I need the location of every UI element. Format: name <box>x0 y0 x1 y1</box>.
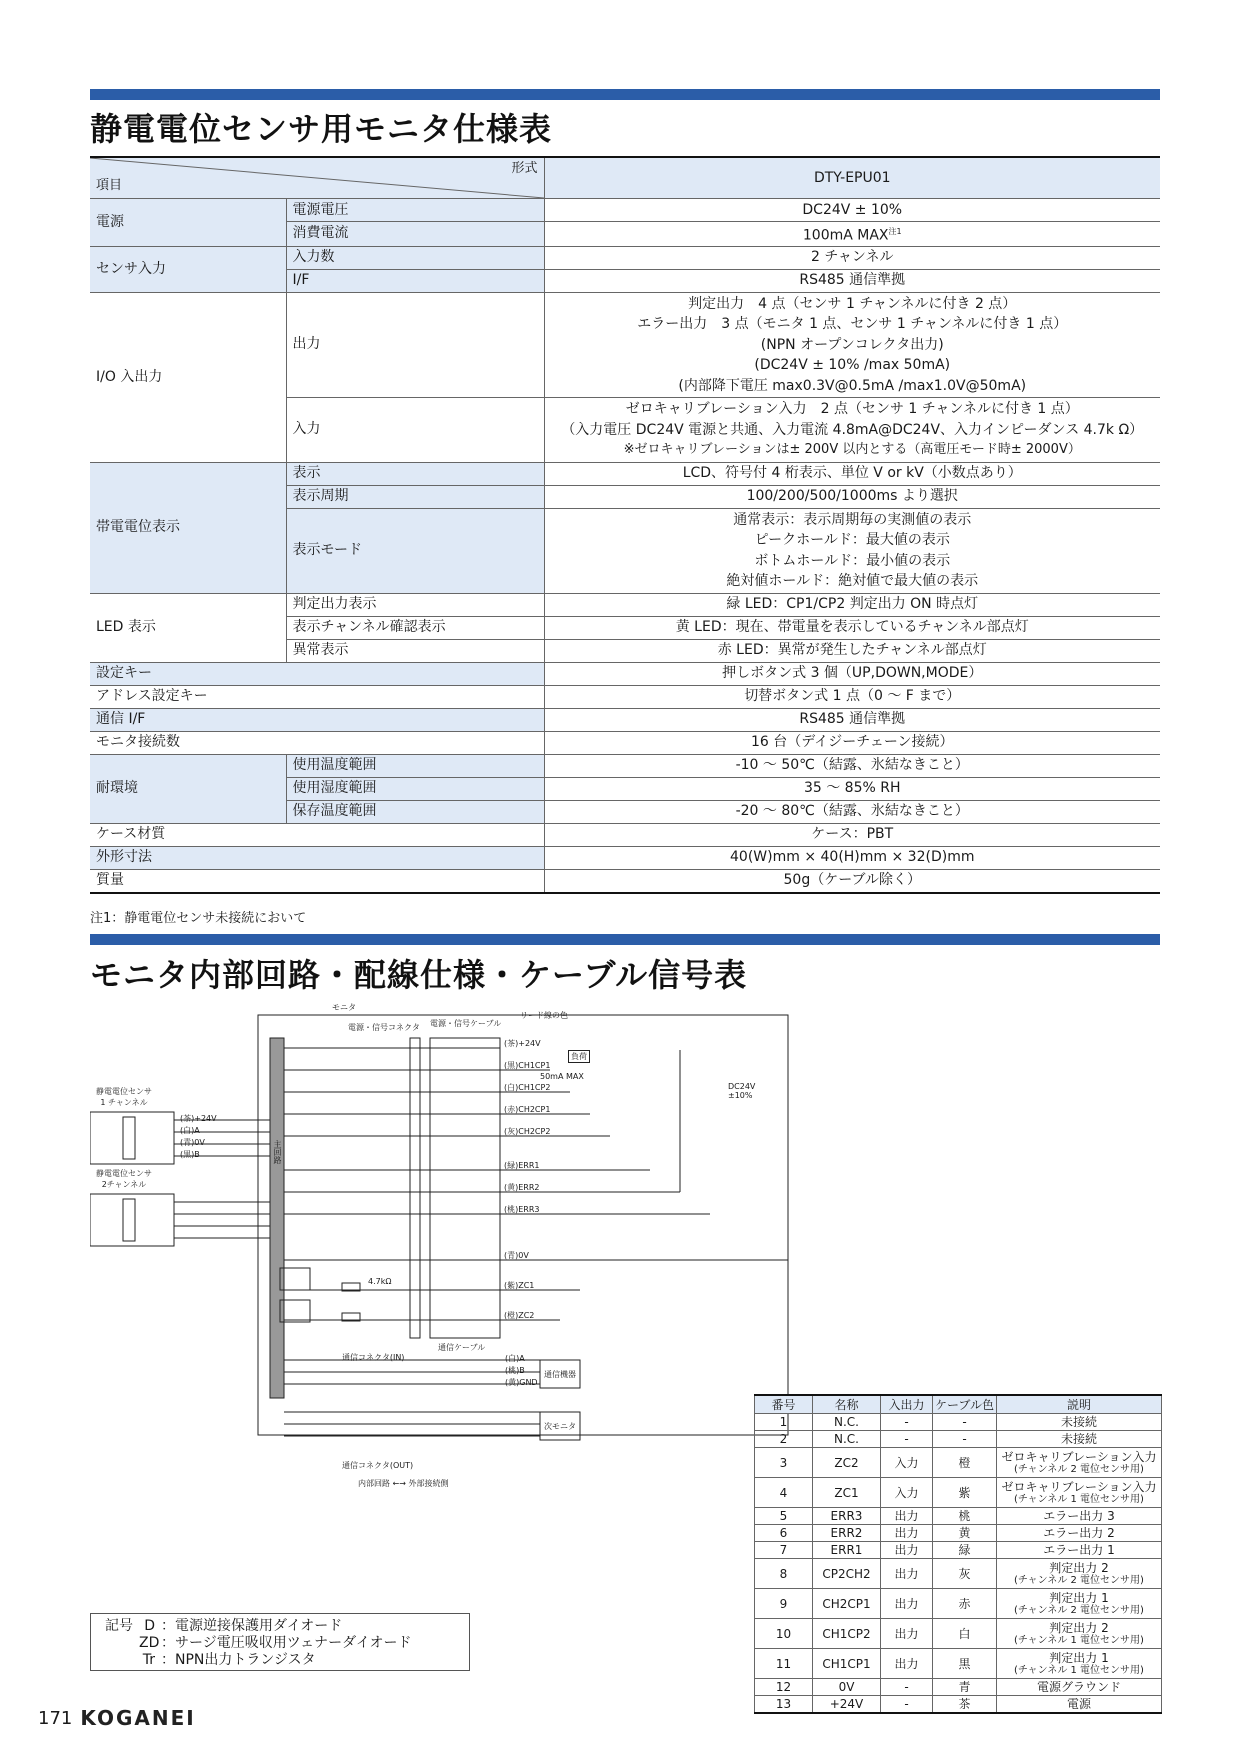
row-mass: 質量 <box>90 869 544 893</box>
row-key: 設定キー <box>90 662 544 685</box>
signal-desc-sub: (チャンネル 1 電位センサ用) <box>1014 1493 1144 1505</box>
val-disp-b: 100/200/500/1000ms より選択 <box>544 485 1160 508</box>
io-out-line: 判定出力 4 点（センサ 1 チャンネルに付き 2 点） <box>688 295 1017 312</box>
row-dengen-b: 消費電流 <box>286 222 544 247</box>
diagram-cable-label: 電源・信号ケーブル <box>430 1019 502 1028</box>
signal-no: 10 <box>755 1619 813 1649</box>
signal-io: - <box>881 1414 933 1431</box>
comm-pin-label: (桃)B <box>505 1366 525 1375</box>
wire-label: (赤)CH2CP1 <box>504 1105 551 1114</box>
comm-out-label: 通信コネクタ(OUT) <box>342 1461 414 1470</box>
signal-io: - <box>881 1696 933 1714</box>
supply-label <box>728 1082 755 1100</box>
sensor2-line: 静電電位センサ <box>96 1169 152 1178</box>
val-dengen-b-cell <box>544 222 1160 247</box>
signal-no: 3 <box>755 1448 813 1478</box>
load-label: 負荷 <box>568 1050 590 1063</box>
sig-header: 名称 <box>813 1395 881 1414</box>
spec-header-cell <box>90 157 544 199</box>
signal-io: 出力 <box>881 1559 933 1589</box>
row-disp: 帯電電位表示 <box>90 462 286 593</box>
val-sensor-a: 2 チャンネル <box>544 246 1160 269</box>
signal-desc-cell <box>997 1679 1162 1696</box>
val-mon: 16 台（デイジーチェーン接続） <box>544 731 1160 754</box>
sensor1-line: 静電電位センサ <box>96 1087 152 1096</box>
signal-desc: 判定出力 1 <box>1049 1650 1109 1665</box>
row-dengen-a: 電源電圧 <box>286 199 544 222</box>
signal-color: 桃 <box>933 1508 997 1525</box>
signal-desc-cell <box>997 1525 1162 1542</box>
row-disp-a: 表示 <box>286 462 544 485</box>
signal-io: 出力 <box>881 1649 933 1679</box>
prev-device-label: 通信機器 <box>544 1370 576 1379</box>
signal-row <box>755 1448 1162 1478</box>
signal-no: 11 <box>755 1649 813 1679</box>
signal-name: CH1CP2 <box>813 1619 881 1649</box>
signal-row <box>755 1478 1162 1508</box>
signal-color: 黒 <box>933 1649 997 1679</box>
sensor1-label <box>96 1086 152 1108</box>
signal-io: 出力 <box>881 1619 933 1649</box>
signal-desc: 未接続 <box>1060 1415 1097 1429</box>
signal-name: 0V <box>813 1679 881 1696</box>
signal-color: - <box>933 1431 997 1448</box>
sensor1-line: 1 チャンネル <box>100 1098 148 1107</box>
row-sensor: センサ入力 <box>90 246 286 292</box>
signal-desc: 未接続 <box>1060 1432 1097 1446</box>
signal-desc-sub: (チャンネル 1 電位センサ用) <box>1014 1664 1144 1676</box>
legend-key: D <box>144 1618 155 1634</box>
signal-desc-sub: (チャンネル 2 電位センサ用) <box>1014 1463 1144 1475</box>
supply-line: ±10% <box>728 1091 753 1100</box>
row-sensor-b: I/F <box>286 269 544 292</box>
signal-io: 出力 <box>881 1525 933 1542</box>
signal-desc: 判定出力 2 <box>1049 1620 1109 1635</box>
comm-pin-label: (白)A <box>505 1354 525 1363</box>
signal-io: 出力 <box>881 1508 933 1525</box>
signal-desc-cell <box>997 1431 1162 1448</box>
signal-desc-cell <box>997 1589 1162 1619</box>
signal-row <box>755 1619 1162 1649</box>
legend-key: Tr <box>142 1652 155 1668</box>
row-addr: アドレス設定キー <box>90 685 544 708</box>
legend-title: 記号 <box>105 1618 133 1634</box>
wire-label: (桃)ERR3 <box>504 1205 540 1214</box>
val-comm: RS485 通信準拠 <box>544 708 1160 731</box>
signal-color: 橙 <box>933 1448 997 1478</box>
page-number: 171 <box>38 1707 73 1729</box>
signal-no: 8 <box>755 1559 813 1589</box>
val-led-c: 赤 LED：異常が発生したチャンネル部点灯 <box>544 639 1160 662</box>
sensor-pin-label: (茶)+24V <box>180 1114 217 1123</box>
diagram-monitor-label: モニタ <box>332 1003 356 1012</box>
wire-label: (黒)CH1CP1 <box>504 1061 551 1070</box>
row-led-b: 表示チャンネル確認表示 <box>286 616 544 639</box>
signal-desc: 電源グラウンド <box>1036 1680 1121 1694</box>
signal-row <box>755 1696 1162 1714</box>
signal-color: 白 <box>933 1619 997 1649</box>
signal-color: 紫 <box>933 1478 997 1508</box>
sensor2-label <box>96 1168 152 1190</box>
signal-io: - <box>881 1679 933 1696</box>
signal-row <box>755 1559 1162 1589</box>
legend-row <box>105 1635 469 1652</box>
diagonal-line <box>90 158 544 198</box>
sig-header: 説明 <box>997 1395 1162 1414</box>
signal-desc-cell <box>997 1414 1162 1431</box>
sig-header: 番号 <box>755 1395 813 1414</box>
header-keishiki: 形式 <box>511 161 538 176</box>
wire-label: (橙)ZC2 <box>504 1311 535 1320</box>
row-env: 耐環境 <box>90 754 286 823</box>
sig-header: ケーブル色 <box>933 1395 997 1414</box>
wire-label: (緑)ERR1 <box>504 1161 540 1170</box>
row-led: LED 表示 <box>90 593 286 662</box>
val-led-a: 緑 LED：CP1/CP2 判定出力 ON 時点灯 <box>544 593 1160 616</box>
signal-row <box>755 1542 1162 1559</box>
io-in-line: ※ゼロキャリブレーションは± 200V 以内とする（高電圧モード時± 2000V） <box>623 442 1081 458</box>
signal-color: 緑 <box>933 1542 997 1559</box>
signal-row <box>755 1589 1162 1619</box>
signal-row <box>755 1414 1162 1431</box>
signal-color: 茶 <box>933 1696 997 1714</box>
signal-name: ZC1 <box>813 1478 881 1508</box>
val-io-in <box>544 398 1160 463</box>
row-io-out: 出力 <box>286 292 544 398</box>
io-out-line: (NPN オープンコレクタ出力) <box>760 336 944 353</box>
page-footer <box>38 1706 196 1730</box>
signal-color: 黄 <box>933 1525 997 1542</box>
signal-color: 赤 <box>933 1589 997 1619</box>
comm-in-label: 通信コネクタ(IN) <box>342 1353 405 1362</box>
signal-row <box>755 1649 1162 1679</box>
signal-row <box>755 1431 1162 1448</box>
signal-row <box>755 1508 1162 1525</box>
signal-no: 4 <box>755 1478 813 1508</box>
signal-no: 13 <box>755 1696 813 1714</box>
signal-color: - <box>933 1414 997 1431</box>
signal-name: N.C. <box>813 1414 881 1431</box>
legend-value: ：サージ電圧吸収用ツェナーダイオード <box>161 1635 412 1651</box>
signal-desc: 電源 <box>1066 1697 1091 1711</box>
sensor-pin-label: (白)A <box>180 1126 200 1135</box>
signal-desc-cell <box>997 1478 1162 1508</box>
signal-io: 入力 <box>881 1448 933 1478</box>
signal-no: 9 <box>755 1589 813 1619</box>
sensor-pin-label: (青)0V <box>180 1138 205 1147</box>
inside-outside-label: 内部回路 ←→ 外部接続側 <box>358 1479 449 1488</box>
next-monitor-label: 次モニタ <box>544 1422 576 1431</box>
signal-io: - <box>881 1431 933 1448</box>
sensor-pin-label: (黒)B <box>180 1150 200 1159</box>
symbol-legend <box>90 1613 470 1671</box>
signal-desc: ゼロキャリブレーション入力 <box>1001 1449 1157 1464</box>
header-koumoku: 項目 <box>96 178 123 193</box>
section-title-spec: 静電電位センサ用モニタ仕様表 <box>90 110 553 148</box>
spec-table <box>90 156 1160 894</box>
row-comm: 通信 I/F <box>90 708 544 731</box>
val-dengen-a: DC24V ± 10% <box>544 199 1160 222</box>
wire-label: (茶)+24V <box>504 1039 541 1048</box>
signal-desc: ゼロキャリブレーション入力 <box>1001 1479 1157 1494</box>
legend-value: ：NPN出力トランジスタ <box>161 1652 316 1668</box>
legend-value: ：電源逆接保護用ダイオード <box>161 1618 343 1634</box>
io-out-line: (DC24V ± 10% /max 50mA) <box>754 357 951 374</box>
row-env-a: 使用温度範囲 <box>286 754 544 777</box>
val-disp-c <box>544 508 1160 593</box>
row-env-b: 使用湿度範囲 <box>286 777 544 800</box>
legend-key: ZD <box>139 1635 160 1651</box>
signal-name: ZC2 <box>813 1448 881 1478</box>
sensor2-line: 2チャンネル <box>101 1180 147 1189</box>
diagram-connector-label: 電源・信号コネクタ <box>348 1023 420 1032</box>
val-env-b: 35 〜 85% RH <box>544 777 1160 800</box>
wire-label: (青)0V <box>504 1251 529 1260</box>
signal-desc-cell <box>997 1619 1162 1649</box>
row-sensor-a: 入力数 <box>286 246 544 269</box>
val-sensor-b: RS485 通信準拠 <box>544 269 1160 292</box>
section-bar-1 <box>90 89 1160 100</box>
legend-row <box>105 1618 469 1635</box>
section-bar-2 <box>90 934 1160 945</box>
sig-header: 入出力 <box>881 1395 933 1414</box>
signal-desc-sub: (チャンネル 2 電位センサ用) <box>1014 1574 1144 1586</box>
row-led-a: 判定出力表示 <box>286 593 544 616</box>
row-env-c: 保存温度範囲 <box>286 800 544 823</box>
signal-desc-cell <box>997 1696 1162 1714</box>
wire-label: (灰)CH2CP2 <box>504 1127 551 1136</box>
io-in-line: ゼロキャリブレーション入力 2 点（センサ 1 チャンネルに付き 1 点） <box>625 401 1079 418</box>
val-env-a: -10 〜 50℃（結露、氷結なきこと） <box>544 754 1160 777</box>
footnote: 注1：静電電位センサ未接続において <box>90 911 307 926</box>
signal-table-body <box>755 1414 1162 1714</box>
signal-no: 7 <box>755 1542 813 1559</box>
circuit-diagram <box>90 1000 790 1520</box>
wire-label: (黄)ERR2 <box>504 1183 540 1192</box>
signal-no: 5 <box>755 1508 813 1525</box>
val-dengen-b: 100mA MAX <box>802 227 889 244</box>
val-led-b: 黄 LED：現在、帯電量を表示しているチャンネル部点灯 <box>544 616 1160 639</box>
signal-name: ERR2 <box>813 1525 881 1542</box>
signal-name: CH1CP1 <box>813 1649 881 1679</box>
signal-color: 青 <box>933 1679 997 1696</box>
model-name: DTY-EPU01 <box>544 157 1160 199</box>
comm-cable-label: 通信ケーブル <box>438 1343 486 1352</box>
disp-mode-line: 通常表示：表示周期毎の実測値の表示 <box>733 511 972 528</box>
disp-mode-line: ボトムホールド：最小値の表示 <box>754 552 951 569</box>
note-mark: 注1 <box>888 227 902 236</box>
wire-label: (紫)ZC1 <box>504 1281 535 1290</box>
signal-no: 12 <box>755 1679 813 1696</box>
signal-io: 出力 <box>881 1589 933 1619</box>
brand-logo: KOGANEI <box>80 1706 196 1730</box>
row-mon: モニタ接続数 <box>90 731 544 754</box>
comm-pin-label: (黄)GND <box>505 1378 538 1387</box>
val-disp-a: LCD、符号付 4 桁表示、単位 V or kV（小数点あり） <box>544 462 1160 485</box>
signal-io: 入力 <box>881 1478 933 1508</box>
max-label: 50mA MAX <box>540 1072 584 1081</box>
signal-desc-sub: (チャンネル 1 電位センサ用) <box>1014 1634 1144 1646</box>
io-out-line: (内部降下電圧 max0.3V@0.5mA /max1.0V@50mA) <box>678 377 1027 394</box>
signal-desc-cell <box>997 1542 1162 1559</box>
row-dim: 外形寸法 <box>90 846 544 869</box>
val-addr: 切替ボタン式 1 点（0 〜 F まで） <box>544 685 1160 708</box>
disp-mode-line: 絶対値ホールド：絶対値で最大値の表示 <box>726 573 979 590</box>
row-io: I/O 入出力 <box>90 292 286 462</box>
signal-no: 6 <box>755 1525 813 1542</box>
val-dim: 40(W)mm × 40(H)mm × 32(D)mm <box>544 846 1160 869</box>
signal-name: CH2CP1 <box>813 1589 881 1619</box>
signal-desc: 判定出力 2 <box>1049 1560 1109 1575</box>
val-env-c: -20 〜 80℃（結露、氷結なきこと） <box>544 800 1160 823</box>
signal-desc: エラー出力 3 <box>1043 1509 1115 1523</box>
wire-label: (白)CH1CP2 <box>504 1083 551 1092</box>
row-disp-b: 表示周期 <box>286 485 544 508</box>
row-dengen: 電源 <box>90 199 286 247</box>
signal-name: N.C. <box>813 1431 881 1448</box>
row-disp-c: 表示モード <box>286 508 544 593</box>
row-led-c: 異常表示 <box>286 639 544 662</box>
main-circuit-label: 主回路 <box>273 1140 282 1164</box>
val-mass: 50g（ケーブル除く） <box>544 869 1160 893</box>
signal-desc: エラー出力 2 <box>1043 1526 1115 1540</box>
signal-table <box>754 1394 1162 1714</box>
resistor-label: 4.7kΩ <box>368 1277 392 1286</box>
signal-desc-cell <box>997 1508 1162 1525</box>
signal-desc-cell <box>997 1448 1162 1478</box>
signal-name: +24V <box>813 1696 881 1714</box>
legend-row <box>105 1652 469 1669</box>
signal-name: ERR1 <box>813 1542 881 1559</box>
signal-name: CP2CH2 <box>813 1559 881 1589</box>
io-out-line: エラー出力 3 点（モニタ 1 点、センサ 1 チャンネルに付き 1 点） <box>637 316 1068 333</box>
supply-line: DC24V <box>728 1082 756 1091</box>
section-title-circuit: モニタ内部回路・配線仕様・ケーブル信号表 <box>90 956 748 994</box>
diagram-lead-label: リード線の色 <box>520 1011 568 1020</box>
signal-row <box>755 1525 1162 1542</box>
val-key: 押しボタン式 3 個（UP,DOWN,MODE） <box>544 662 1160 685</box>
signal-desc-cell <box>997 1559 1162 1589</box>
val-case: ケース：PBT <box>544 823 1160 846</box>
signal-no: 2 <box>755 1431 813 1448</box>
signal-no: 1 <box>755 1414 813 1431</box>
signal-name: ERR3 <box>813 1508 881 1525</box>
io-in-line: （入力電圧 DC24V 電源と共通、入力電流 4.8mA@DC24V、入力インピーダンス 4.7k Ω） <box>561 421 1144 438</box>
val-io-out <box>544 292 1160 398</box>
disp-mode-line: ピークホールド：最大値の表示 <box>754 532 950 549</box>
circuit-lines <box>90 1000 790 1520</box>
signal-row <box>755 1679 1162 1696</box>
row-case: ケース材質 <box>90 823 544 846</box>
signal-io: 出力 <box>881 1542 933 1559</box>
signal-color: 灰 <box>933 1559 997 1589</box>
signal-desc-cell <box>997 1649 1162 1679</box>
signal-desc: 判定出力 1 <box>1049 1590 1109 1605</box>
row-io-in: 入力 <box>286 398 544 463</box>
signal-desc: エラー出力 1 <box>1043 1543 1115 1557</box>
signal-desc-sub: (チャンネル 2 電位センサ用) <box>1014 1604 1144 1616</box>
